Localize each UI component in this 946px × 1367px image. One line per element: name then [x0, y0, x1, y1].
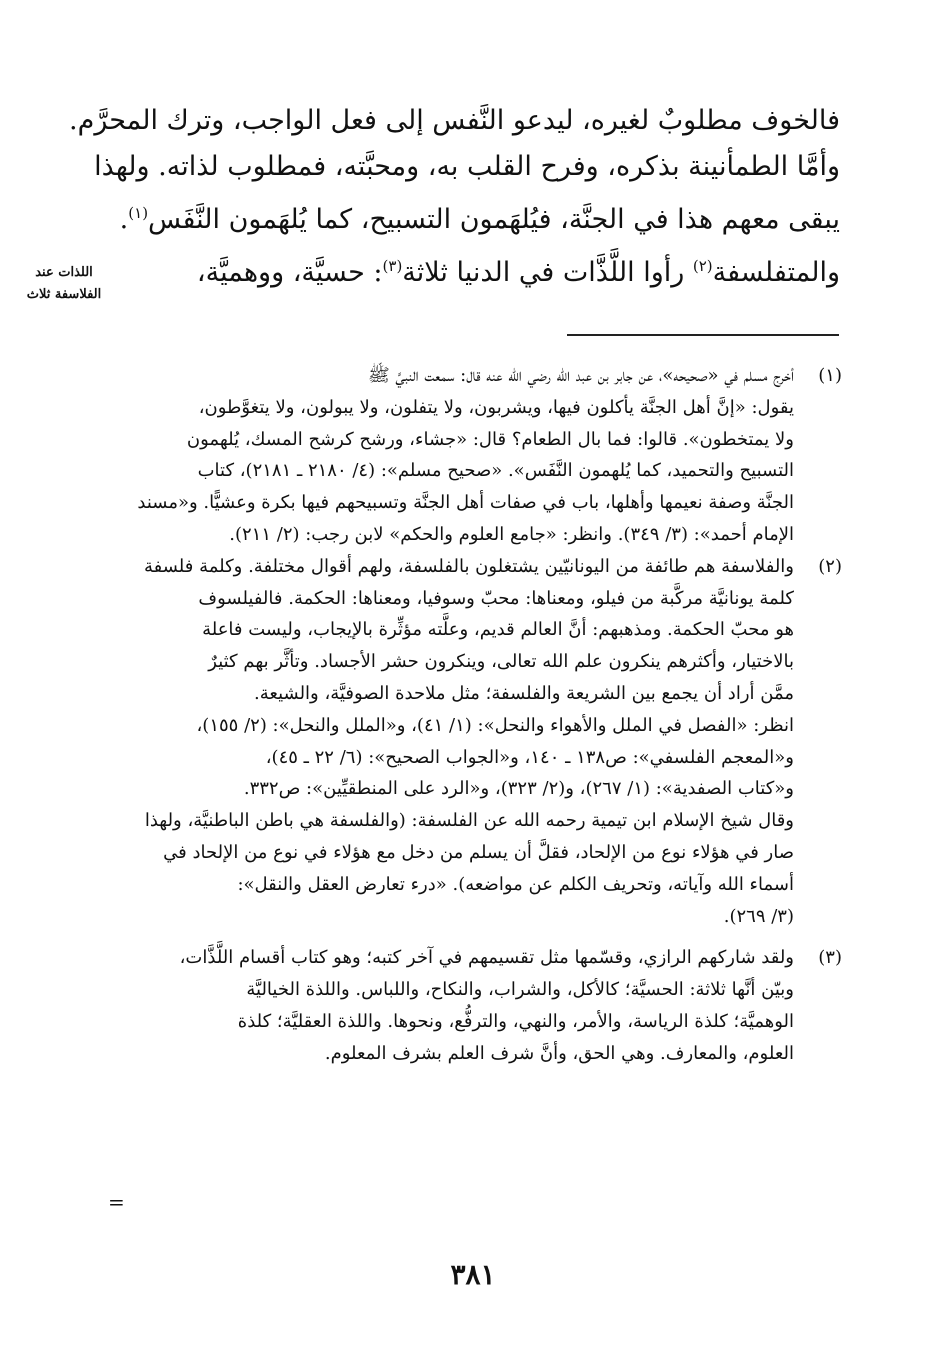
- footnote-line: كلمة يونانيَّة مركَّبة من فيلو، ومعناها: محبّ وسوفيا، ومعناها: الحكمة. فالفيلسوف: [198, 587, 794, 609]
- footnote-number: (٣): [818, 947, 842, 969]
- page-number: ٣٨١: [450, 1258, 496, 1291]
- footnote-line: انظر: «الفصل في الملل والأهواء والنحل»: (١/ ٤١)، و«الملل والنحل»: (٢/ ١٥٥)،: [196, 714, 794, 736]
- footnote-line: وقال شيخ الإسلام ابن تيمية رحمه الله عن الفلسفة: (والفلسفة هي باطن الباطنيَّة، ولهذا: [144, 810, 794, 832]
- footnote-number: (٢): [818, 555, 842, 577]
- main-text-line-1: فالخوف مطلوبٌ لغيره، ليدعو النَّفس إلى فعل الواجب، وترك المحرَّم.: [69, 105, 840, 136]
- main-text-line-2: وأمَّا الطمأنينة بذكره، وفرح القلب به، ومحبَّته، فمطلوب لذاته. ولهذا: [94, 151, 840, 182]
- footnote-1: [124, 360, 844, 551]
- footnote-line: هو محبّ الحكمة. ومذهبهم: أنَّ العالم قديم، وعلَّته مؤثِّرة بالإيجاب، وليست فاعلة: [202, 619, 794, 641]
- footnote-line: صار في هؤلاء نوع من الإلحاد، فقلَّ أن يسلم من دخل مع هؤلاء في نوع من الإلحاد في: [163, 841, 794, 863]
- footnote-ref-1: (١): [128, 204, 149, 222]
- main-text-line-3: [119, 190, 840, 243]
- footnote-body: [124, 551, 794, 933]
- main-text-line-4-end: : حسيَّة، ووهميَّة،: [196, 257, 383, 288]
- footnote-line: وبيّن أنَّها ثلاثة: الحسيَّة؛ كالأكل، والشراب، والنكاح، واللباس. واللذة الخياليَّة: [246, 979, 794, 1001]
- margin-note-line-2: الفلاسفة ثلاث: [26, 287, 102, 302]
- footnote-ref-2: (٢): [692, 257, 713, 275]
- main-text-line-4-start: والمتفلسفة: [712, 257, 840, 288]
- footnote-body: [124, 942, 794, 1069]
- main-text-line-3-text: يبقى معهم هذا في الجنَّة، فيُلهَمون التسبيح، كما يُلهَمون النَّفَس: [148, 204, 840, 235]
- footnote-line: التسبيح والتحميد، كما يُلهمون النَّفَس». «صحيح مسلم»: (٤/ ٢١٨٠ ـ ٢١٨١)، كتاب: [197, 460, 794, 482]
- footnote-line: الجنَّة وصفة نعيمها وأهلها، باب في صفات أهل الجنَّة وتسبيحهم فيها بكرة وعشيًّا. و«مسند: [137, 492, 794, 514]
- footnote-line: العلوم، والمعارف. وهي الحق، وأنَّ شرف العلم بشرف المعلوم.: [324, 1042, 794, 1064]
- footnote-2: [124, 551, 844, 933]
- footnotes: [124, 360, 844, 1070]
- footnote-line: بالاختيار، وأكثرهم ينكرون علم الله تعالى، وينكرون حشر الأجساد. وتأثَّر بهم كثيرٌ: [208, 651, 794, 673]
- footnote-line: أخرج مسلم في «صحيحه»، عن جابر بن عبد الله رضي الله عنه قال: سمعت النبيَّ ﷺ: [367, 365, 794, 386]
- footnote-3: [124, 942, 844, 1069]
- footnote-number: (١): [818, 365, 842, 386]
- main-text: [69, 98, 840, 296]
- footnote-line: والفلاسفة هم طائفة من اليونانيّين يشتغلون بالفلسفة، ولهم أقوال مختلفة. وكلمة فلسفة: [143, 555, 794, 577]
- footnote-line: ولا يمتخطون». قالوا: فما بال الطعام؟ قال: «جشاء، ورشح كرشح المسك، يُلهمون: [186, 428, 794, 450]
- footnote-line: الوهميَّة؛ كلذة الرياسة، والأمر، والنهي، والترفُّع، ونحوها. واللذة العقليَّة؛ كلذة: [237, 1010, 794, 1032]
- footnote-line: و«كتاب الصفدية»: (١/ ٢٦٧)، و(٢/ ٣٢٣)، و«الرد على المنطقيِّين»: ص٣٣٢.: [243, 778, 794, 800]
- footnote-body: [124, 360, 794, 551]
- footnote-line: يقول: «إنَّ أهل الجنَّة يأكلون فيها، ويشربون، ولا يتفلون، ولا يبولون، ولا يتغوَّطون،: [198, 396, 794, 418]
- main-text-line-4-mid: رأوا اللَّذَّات في الدنيا ثلاثة: [402, 257, 693, 288]
- margin-note: [10, 262, 118, 306]
- continuation-mark: =: [108, 1190, 125, 1214]
- margin-note-line-1: اللذات عند: [35, 265, 93, 280]
- footnote-line: ممَّن أراد أن يجمع بين الشريعة والفلسفة؛ مثل ملاحدة الصوفيَّة، والشيعة.: [254, 682, 794, 704]
- main-text-line-3-end: .: [119, 204, 129, 235]
- footnote-ref-3: (٣): [382, 257, 403, 275]
- main-text-line-4: [130, 243, 840, 296]
- footnote-line: ولقد شاركهم الرازي، وقسّمها مثل تقسيمهم في آخر كتبه؛ وهو كتاب أقسام اللَّذَّات،: [179, 947, 794, 969]
- footnote-line: و«المعجم الفلسفي»: ص١٣٨ ـ ١٤٠، و«الجواب الصحيح»: (٦/ ٢٢ ـ ٤٥)،: [265, 746, 794, 768]
- footnote-separator: [567, 334, 839, 336]
- footnote-line: (٣/ ٢٦٩).: [723, 905, 794, 927]
- footnote-line: الإمام أحمد»: (٣/ ٣٤٩). وانظر: «جامع العلوم والحكم» لابن رجب: (٢/ ٢١١).: [229, 523, 794, 545]
- footnote-line: أسماء الله وآياته، وتحريف الكلم عن مواضعه). «درء تعارض العقل والنقل»:: [237, 873, 794, 895]
